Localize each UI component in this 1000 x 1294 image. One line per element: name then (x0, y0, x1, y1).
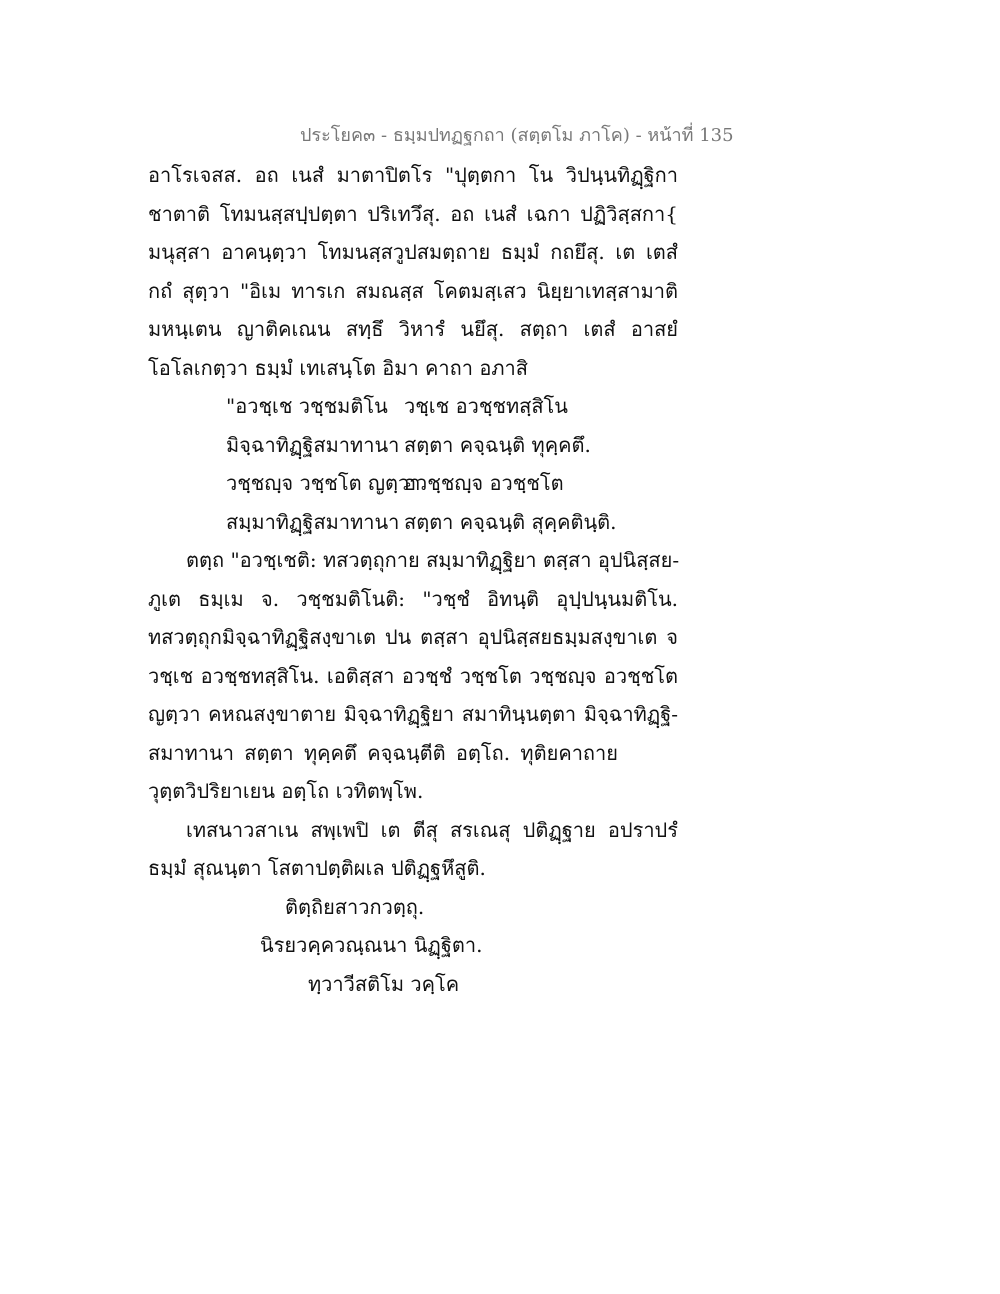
closing-block (148, 888, 678, 1004)
running-header: ประโยค๓ - ธมฺมปทฏฐกถา (สตฺตโม ภาโค) - หน้าที่ 135 (300, 125, 734, 146)
verse-second-half: สตฺตา คจฺฉนฺติ ทุคฺคตึ. (404, 432, 591, 457)
text-line: ภูเต ธมฺเม จ. วชฺชมติโนติ: "วชฺชํ อิทนฺติ อุปฺปนฺนมติโน. (148, 586, 678, 611)
commentary-end-title: นิรยวคฺควณฺณนา นิฏฺฐิตา. (260, 933, 483, 957)
verse-line (148, 387, 678, 426)
verse-block (148, 387, 678, 541)
verse-first-half: "อวชฺเช วชฺชมติโน (226, 394, 388, 418)
verse-first-half: วชฺชญฺจ วชฺชโต ญตฺวา (226, 471, 421, 495)
verse-first-half: สมฺมาทิฏฺฐิสมาทานา (226, 509, 400, 534)
text-line: ธมฺมํ สุณนฺตา โสตาปตฺติผเล ปติฏฺฐหึสูติ. (148, 856, 486, 880)
story-end-title: ติตฺถิยสาวกวตฺถุ. (285, 894, 425, 919)
text-line: ตตฺถ "อวชฺเชติ: ทสวตฺถุกาย สมฺมาทิฏฺฐิยา ตสฺสา อุปนิสฺสย- (186, 548, 680, 572)
text-line: ทสวตฺถุกมิจฺฉาทิฏฺฐิสงฺขาเต ปน ตสฺสา อุปนิสฺสยธมฺมสงฺขาเต จ (148, 625, 678, 649)
paragraph-3 (148, 811, 678, 888)
text-line: ชาตาติ โทมนสฺสปฺปตฺตา ปริเทวึสุ. อถ เนสํ เฉกา ปฏิวิสฺสกา{ (148, 201, 678, 226)
text-line: สมาทานา สตฺตา ทุคฺคตึ คจฺฉนฺตีติ อตฺโถ. ทุติยคาถาย (148, 740, 618, 765)
verse-line (148, 464, 678, 503)
text-line: อาโรเจสส. อถ เนสํ มาตาปิตโร "ปุตฺตกา โน วิปนฺนทิฏฺฐิกา (148, 163, 678, 187)
verse-line (148, 426, 678, 465)
text-line: โอโลเกตฺวา ธมฺมํ เทเสนฺโต อิมา คาถา อภาสิ (148, 355, 528, 380)
verse-second-half: อวชฺชญฺจ อวชฺชโต (404, 471, 564, 495)
text-line: วุตฺตวิปริยาเยน อตฺโถ เวทิตพฺโพ. (148, 779, 424, 803)
text-line: วชฺเช อวชฺชทสฺสิโน. เอติสฺสา อวชฺชํ วชฺชโต วชฺชญฺจ อวชฺชโต (148, 663, 678, 688)
paragraph-1 (148, 156, 678, 387)
paragraph-2 (148, 541, 678, 811)
main-text (148, 156, 678, 1003)
verse-second-half: วชฺเช อวชฺชทสฺสิโน (404, 394, 568, 418)
text-line: กถํ สุตฺวา "อิเม ทารเก สมณสฺส โคตมสฺเสว นิยฺยาเทสฺสามาติ (148, 278, 678, 303)
verse-first-half: มิจฺฉาทิฏฺฐิสมาทานา (226, 432, 400, 457)
text-line: มนุสฺสา อาคนฺตฺวา โทมนสฺสวูปสมตฺถาย ธมฺมํ กถยึสุ. เต เตสํ (148, 240, 678, 264)
verse-line (148, 503, 678, 542)
text-line: เทสนาวสาเน สพฺเพปิ เต ตีสุ สรเณสุ ปติฏฺฐาย อปราปรํ (186, 817, 678, 842)
verse-second-half: สตฺตา คจฺฉนฺติ สุคฺคตินฺติ. (404, 509, 617, 534)
chapter-title: ทฺวาวีสติโม วคฺโค (308, 971, 460, 996)
text-line: ญตฺวา คหณสงฺขาตาย มิจฺฉาทิฏฺฐิยา สมาทินฺนตฺตา มิจฺฉาทิฏฺฐิ- (148, 702, 678, 726)
text-line: มหนฺเตน ญาติคเณน สทฺธึ วิหารํ นยึสุ. สตฺถา เตสํ อาสยํ (148, 317, 678, 341)
